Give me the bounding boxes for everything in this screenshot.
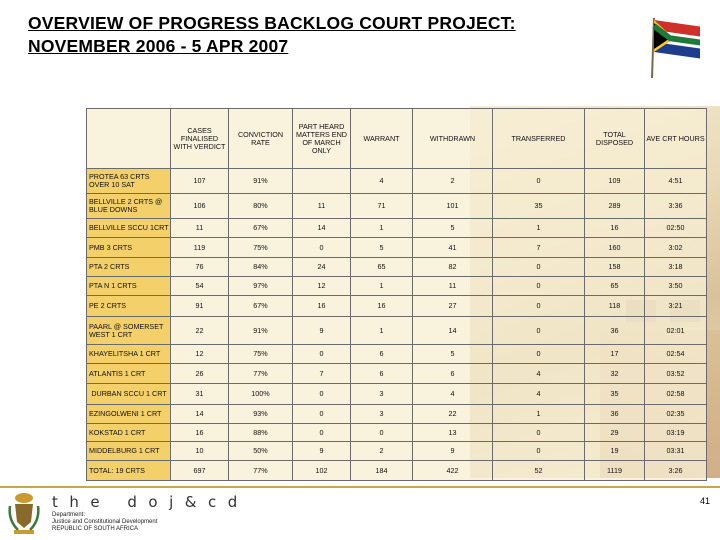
table-cell: 7 xyxy=(493,238,585,258)
row-label: PE 2 CRTS xyxy=(87,296,171,317)
dept-line: REPUBLIC OF SOUTH AFRICA xyxy=(52,526,139,532)
progress-table xyxy=(86,108,707,481)
table-cell: 119 xyxy=(171,238,229,258)
table-cell: 107 xyxy=(171,169,229,194)
table-cell: 82 xyxy=(413,258,493,277)
table-cell: 0 xyxy=(351,424,413,442)
table-cell: 100% xyxy=(229,384,293,405)
table-cell: 91% xyxy=(229,317,293,345)
table-row xyxy=(87,194,707,219)
table-cell: 289 xyxy=(585,194,645,219)
table-cell: 17 xyxy=(585,345,645,364)
table-cell: 9 xyxy=(413,442,493,461)
table-cell: 0 xyxy=(493,345,585,364)
table-cell: 84% xyxy=(229,258,293,277)
table-cell: 7 xyxy=(293,364,351,384)
table-cell: 27 xyxy=(413,296,493,317)
row-label: PMB 3 CRTS xyxy=(87,238,171,258)
table-cell: 9 xyxy=(293,442,351,461)
table-cell: 0 xyxy=(293,405,351,424)
table-row xyxy=(87,345,707,364)
table-row xyxy=(87,424,707,442)
table-row xyxy=(87,169,707,194)
table-cell: 3 xyxy=(351,405,413,424)
table-row xyxy=(87,442,707,461)
table-cell: 4 xyxy=(413,384,493,405)
table-cell: 02:58 xyxy=(645,384,707,405)
table-cell: 35 xyxy=(493,194,585,219)
table-row xyxy=(87,364,707,384)
table-cell: 5 xyxy=(413,345,493,364)
table-cell: 0 xyxy=(493,442,585,461)
table-cell: 11 xyxy=(171,219,229,238)
south-africa-flag-icon xyxy=(640,12,706,80)
row-label: DURBAN SCCU 1 CRT xyxy=(87,384,171,405)
table-cell: 26 xyxy=(171,364,229,384)
column-header: WITHDRAWN xyxy=(413,109,493,169)
table-row xyxy=(87,219,707,238)
title-line-1: OVERVIEW OF PROGRESS BACKLOG COURT PROJECT: xyxy=(28,13,516,33)
table-cell: 4 xyxy=(493,364,585,384)
table-cell: 4:51 xyxy=(645,169,707,194)
table-cell: 02:54 xyxy=(645,345,707,364)
table-body xyxy=(87,169,707,481)
table-cell: 0 xyxy=(293,345,351,364)
table-cell: 102 xyxy=(293,461,351,481)
table-cell: 16 xyxy=(171,424,229,442)
table-cell: 77% xyxy=(229,461,293,481)
table-row xyxy=(87,296,707,317)
row-label: TOTAL: 19 CRTS xyxy=(87,461,171,481)
table-cell: 11 xyxy=(413,277,493,296)
table-cell: 101 xyxy=(413,194,493,219)
table-cell: 0 xyxy=(293,384,351,405)
table-cell: 4 xyxy=(351,169,413,194)
table-cell: 22 xyxy=(171,317,229,345)
table-cell: 91% xyxy=(229,169,293,194)
column-header: TOTAL DISPOSED xyxy=(585,109,645,169)
table-cell: 0 xyxy=(493,277,585,296)
table-cell: 65 xyxy=(351,258,413,277)
table-cell: 1 xyxy=(493,405,585,424)
column-header: CONVICTION RATE xyxy=(229,109,293,169)
table-cell: 32 xyxy=(585,364,645,384)
dept-line: Department: xyxy=(52,512,86,518)
table-cell: 0 xyxy=(493,169,585,194)
table-cell: 16 xyxy=(293,296,351,317)
row-label: KHAYELITSHA 1 CRT xyxy=(87,345,171,364)
table-cell: 12 xyxy=(293,277,351,296)
table-cell: 1119 xyxy=(585,461,645,481)
table-cell: 76 xyxy=(171,258,229,277)
table-cell: 160 xyxy=(585,238,645,258)
table-cell: 03:52 xyxy=(645,364,707,384)
table-cell: 5 xyxy=(351,238,413,258)
table-cell: 80% xyxy=(229,194,293,219)
table-cell: 67% xyxy=(229,219,293,238)
table-cell: 5 xyxy=(413,219,493,238)
table-row xyxy=(87,384,707,405)
table-cell: 158 xyxy=(585,258,645,277)
table-cell: 3 xyxy=(351,384,413,405)
table-row xyxy=(87,238,707,258)
row-label: PTA 2 CRTS xyxy=(87,258,171,277)
table-cell: 6 xyxy=(351,345,413,364)
table-cell: 14 xyxy=(413,317,493,345)
table-cell: 9 xyxy=(293,317,351,345)
table-row xyxy=(87,405,707,424)
table-cell: 697 xyxy=(171,461,229,481)
table-cell: 1 xyxy=(351,317,413,345)
table-cell: 11 xyxy=(293,194,351,219)
table-cell: 0 xyxy=(293,424,351,442)
table-row xyxy=(87,317,707,345)
page-number: 41 xyxy=(700,496,711,506)
table-cell: 16 xyxy=(585,219,645,238)
table-cell: 97% xyxy=(229,277,293,296)
table-cell: 3:18 xyxy=(645,258,707,277)
table-cell: 65 xyxy=(585,277,645,296)
table-header-row xyxy=(87,109,707,169)
row-label: PAARL @ SOMERSET WEST 1 CRT xyxy=(87,317,171,345)
table-cell: 75% xyxy=(229,345,293,364)
row-label: PROTEA 63 CRTS OVER 10 SAT xyxy=(87,169,171,194)
slide-title xyxy=(28,12,516,58)
table-cell: 52 xyxy=(493,461,585,481)
table-cell: 118 xyxy=(585,296,645,317)
table-cell: 1 xyxy=(351,219,413,238)
brand-wordmark: the doj&cd xyxy=(52,493,249,511)
footer-divider xyxy=(0,486,720,488)
table-cell: 4 xyxy=(493,384,585,405)
table-cell: 184 xyxy=(351,461,413,481)
table-cell: 02:01 xyxy=(645,317,707,345)
table-cell: 12 xyxy=(171,345,229,364)
table-cell: 10 xyxy=(171,442,229,461)
column-header: CASES FINALISED WITH VERDICT xyxy=(171,109,229,169)
table-cell: 41 xyxy=(413,238,493,258)
table-row xyxy=(87,258,707,277)
table-cell: 3:21 xyxy=(645,296,707,317)
total-row xyxy=(87,461,707,481)
table-cell: 77% xyxy=(229,364,293,384)
row-label: PTA N 1 CRTS xyxy=(87,277,171,296)
table-cell: 3:50 xyxy=(645,277,707,296)
table-cell: 36 xyxy=(585,405,645,424)
table-cell: 22 xyxy=(413,405,493,424)
department-text xyxy=(52,512,157,533)
row-label: BELLVILLE SCCU 1CRT xyxy=(87,219,171,238)
row-label: MIDDELBURG 1 CRT xyxy=(87,442,171,461)
table-cell xyxy=(293,169,351,194)
table-cell: 6 xyxy=(351,364,413,384)
table-cell: 93% xyxy=(229,405,293,424)
table-cell: 31 xyxy=(171,384,229,405)
column-header: PART HEARD MATTERS END OF MARCH ONLY xyxy=(293,109,351,169)
table-cell: 0 xyxy=(493,258,585,277)
table-cell: 29 xyxy=(585,424,645,442)
column-header: TRANSFERRED xyxy=(493,109,585,169)
table-cell: 35 xyxy=(585,384,645,405)
table-cell: 2 xyxy=(351,442,413,461)
row-label: ATLANTIS 1 CRT xyxy=(87,364,171,384)
table-cell: 02:50 xyxy=(645,219,707,238)
table-cell: 03:31 xyxy=(645,442,707,461)
table-cell: 106 xyxy=(171,194,229,219)
table-cell: 75% xyxy=(229,238,293,258)
table-cell: 109 xyxy=(585,169,645,194)
table-cell: 14 xyxy=(171,405,229,424)
table-cell: 6 xyxy=(413,364,493,384)
table-cell: 3:26 xyxy=(645,461,707,481)
corner-cell xyxy=(87,109,171,169)
table-cell: 1 xyxy=(493,219,585,238)
coat-of-arms-icon xyxy=(6,490,42,536)
table-cell: 16 xyxy=(351,296,413,317)
table-cell: 3:02 xyxy=(645,238,707,258)
table-cell: 91 xyxy=(171,296,229,317)
table-row xyxy=(87,277,707,296)
table-cell: 19 xyxy=(585,442,645,461)
table-cell: 03:19 xyxy=(645,424,707,442)
column-header: WARRANT xyxy=(351,109,413,169)
table-cell: 54 xyxy=(171,277,229,296)
table-cell: 3:36 xyxy=(645,194,707,219)
table-cell: 67% xyxy=(229,296,293,317)
row-label: BELLVILLE 2 CRTS @ BLUE DOWNS xyxy=(87,194,171,219)
table-cell: 14 xyxy=(293,219,351,238)
table-cell: 50% xyxy=(229,442,293,461)
table-cell: 0 xyxy=(493,296,585,317)
table-cell: 2 xyxy=(413,169,493,194)
table-cell: 24 xyxy=(293,258,351,277)
table-cell: 422 xyxy=(413,461,493,481)
column-header: AVE CRT HOURS xyxy=(645,109,707,169)
table-cell: 71 xyxy=(351,194,413,219)
table-cell: 0 xyxy=(293,238,351,258)
table-cell: 02:35 xyxy=(645,405,707,424)
table-cell: 0 xyxy=(493,317,585,345)
table-cell: 13 xyxy=(413,424,493,442)
table-cell: 1 xyxy=(351,277,413,296)
table-cell: 0 xyxy=(493,424,585,442)
title-line-2: NOVEMBER 2006 - 5 APR 2007 xyxy=(28,36,289,56)
table-cell: 88% xyxy=(229,424,293,442)
dept-line: Justice and Constitutional Development xyxy=(52,519,158,525)
table-cell: 36 xyxy=(585,317,645,345)
row-label: EZINGOLWENI 1 CRT xyxy=(87,405,171,424)
row-label: KOKSTAD 1 CRT xyxy=(87,424,171,442)
